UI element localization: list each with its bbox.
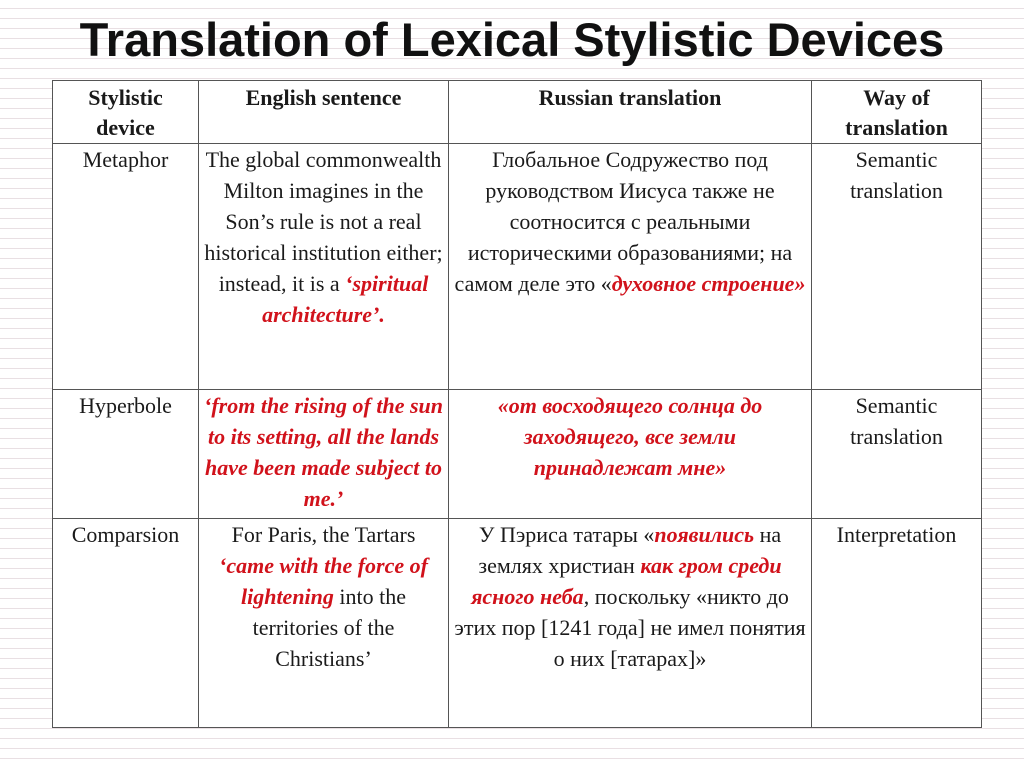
russian-text-end: , поскольку «никто до этих пор [1241 года] не имел понятия о них [татарах]» <box>454 584 806 671</box>
english-highlight: ‘spiritual architecture’. <box>262 271 429 327</box>
english-text-end: into the territories of the Christians’ <box>252 584 407 671</box>
table-row <box>53 519 982 728</box>
header-way-of-translation: Way of translation <box>812 81 982 144</box>
device-cell: Metaphor <box>53 144 199 390</box>
way-cell: Semantic translation <box>812 390 982 519</box>
english-cell <box>199 390 449 519</box>
english-highlight: ‘came with the force of lightening <box>219 553 428 609</box>
device-cell: Comparsion <box>53 519 199 728</box>
russian-text: Глобальное Содружество под руководством Иисуса также не соотносится с реальными историческими образованиями; на самом деле это « <box>454 147 793 296</box>
russian-cell <box>449 519 812 728</box>
stylistic-devices-table <box>52 80 982 728</box>
english-text: For Paris, the Tartars <box>231 522 416 547</box>
english-cell <box>199 144 449 390</box>
russian-text-mid: на землях христиан <box>478 522 782 578</box>
header-english-sentence: English sentence <box>199 81 449 144</box>
way-cell: Semantic translation <box>812 144 982 390</box>
table-header-row <box>53 81 982 144</box>
russian-highlight: «от восходящего солнца до заходящего, все земли принадлежат мне» <box>497 393 763 480</box>
russian-highlight-2: как гром среди ясного неба <box>471 553 782 609</box>
russian-cell <box>449 390 812 519</box>
russian-text: У Пэриса татары « <box>478 522 655 547</box>
russian-text-end: » <box>794 271 806 296</box>
english-text: The global commonwealth Milton imagines in the Son’s rule is not a real historical institution either; instead, it is a <box>204 147 443 296</box>
russian-cell <box>449 144 812 390</box>
table-row <box>53 144 982 390</box>
device-cell: Hyperbole <box>53 390 199 519</box>
header-russian-translation: Russian translation <box>449 81 812 144</box>
page-title: Translation of Lexical Stylistic Devices <box>79 13 945 66</box>
russian-highlight: духовное строение <box>611 271 795 296</box>
english-cell <box>199 519 449 728</box>
way-cell: Interpretation <box>812 519 982 728</box>
english-highlight: ‘from the rising of the sun to its setting, all the lands have been made subject to me.’ <box>204 393 443 511</box>
russian-highlight: появились <box>654 522 755 547</box>
header-stylistic-device: Stylistic device <box>53 81 199 144</box>
table-row <box>53 390 982 519</box>
